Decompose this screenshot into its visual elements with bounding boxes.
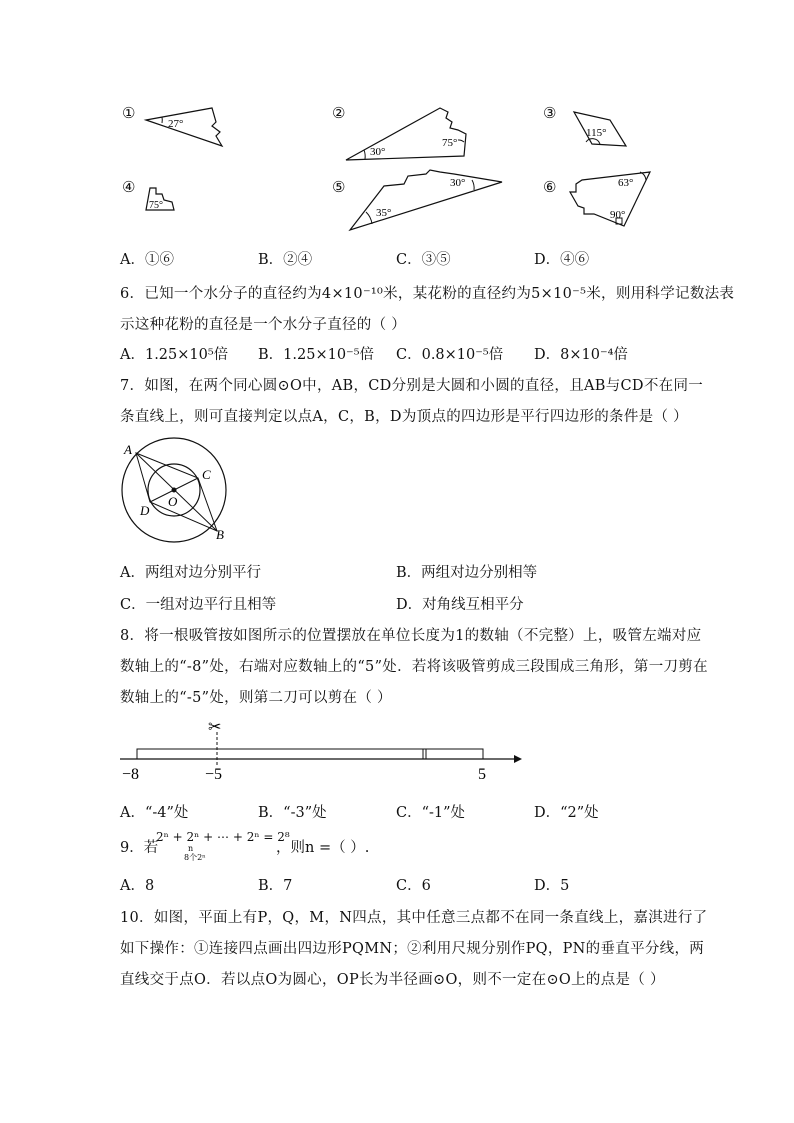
figure-2-angle-b: 75° [442,137,458,149]
figure-6-angle-a: 63° [618,177,634,189]
q5-option-d[interactable]: D．④⑥ [534,252,590,268]
q8-number-line-figure [116,716,526,782]
q9-option-b[interactable]: B．7 [258,878,293,894]
q8-option-c[interactable]: C．“-1”处 [396,805,466,821]
q7-option-a[interactable]: A．两组对边分别平行 [120,565,261,581]
q9-option-c[interactable]: C．6 [396,878,431,894]
q9-expression: 2ⁿ + 2ⁿ + ⋯ + 2ⁿ = 2⁸ [156,830,290,844]
q9-brace-top: n [188,844,194,853]
q7-point-a: A [124,442,132,457]
figure-4-shape [142,184,182,214]
q9-option-d[interactable]: D．5 [534,878,570,894]
figure-6-label: ⑥ [543,178,557,196]
q8-axis-label-5: 5 [478,766,486,782]
q7-stem-line1: 7．如图，在两个同心圆⊙O中，AB，CD分别是大圆和小圆的直径，且AB与CD不在同一 [120,378,704,394]
figure-2-shape [340,100,480,165]
q7-point-b: B [216,527,224,542]
figure-5-shape [342,164,508,234]
q7-option-d[interactable]: D．对角线互相平分 [396,597,524,613]
q7-point-d: D [140,503,150,518]
q7-point-o: O [168,494,178,509]
q8-axis-label-minus8: −8 [122,766,140,782]
q8-option-d[interactable]: D．“2”处 [534,805,599,821]
q6-stem-line2: 示这种花粉的直径是一个水分子直径的（ ） [120,317,407,333]
q8-stem-line3: 数轴上的“-5”处，则第二刀可以剪在（ ） [120,690,392,706]
q9-suffix: ，则n =（ ）. [276,840,370,856]
q10-stem-line1: 10．如图，平面上有P，Q，M，N四点，其中任意三点都不在同一条直线上，嘉淇进行了 [120,910,708,926]
q8-stem-line1: 8．将一根吸管按如图所示的位置摆放在单位长度为1的数轴（不完整）上，吸管左端对应 [120,628,702,644]
figure-5-angle-b: 35° [376,207,392,219]
q8-stem-line2: 数轴上的“-8”处，右端对应数轴上的“5”处．若将该吸管剪成三段围成三角形，第一刀剪在 [120,659,708,675]
figure-5-label: ⑤ [332,178,346,196]
q8-option-a[interactable]: A．“-4”处 [120,805,189,821]
q9-prefix: 9．若 [120,840,159,856]
q8-option-b[interactable]: B．“-3”处 [258,805,327,821]
figure-4-angle: 75° [149,200,163,211]
q7-option-c[interactable]: C．一组对边平行且相等 [120,597,277,613]
q6-option-d[interactable]: D．8×10⁻⁴倍 [534,347,628,363]
q5-option-a[interactable]: A．①⑥ [120,252,174,268]
q6-stem-line1: 6．已知一个水分子的直径约为4×10⁻¹⁰米，某花粉的直径约为5×10⁻⁵米，则用科学记数法表 [120,286,735,302]
figure-1-angle: 27° [168,118,184,130]
figure-6-angle-b: 90° [610,209,626,221]
figure-1-label: ① [122,104,136,122]
figure-5-angle-a: 30° [450,177,466,189]
q7-stem-line2: 条直线上，则可直接判定以点A，C，B，D为顶点的四边形是平行四边形的条件是（ ） [120,409,688,425]
q8-scissors-icon: ✂ [208,719,222,736]
q5-option-b[interactable]: B．②④ [258,252,313,268]
q5-option-c[interactable]: C．③⑤ [396,252,451,268]
q6-option-c[interactable]: C．0.8×10⁻⁵倍 [396,347,504,363]
q7-option-b[interactable]: B．两组对边分别相等 [396,565,538,581]
figure-3-angle: 115° [586,127,607,139]
q7-concentric-circles-figure [116,436,242,544]
figure-6-shape [562,162,662,234]
figure-3-shape [566,106,636,150]
q10-stem-line3: 直线交于点O．若以点O为圆心，OP长为半径画⊙O，则不一定在⊙O上的点是（ ） [120,972,665,988]
q9-brace-bottom: 8个2ⁿ [184,853,206,862]
q10-stem-line2: 如下操作：①连接四点画出四边形PQMN；②利用尺规分别作PQ，PN的垂直平分线，两 [120,941,705,957]
figure-2-label: ② [332,104,346,122]
figure-2-angle-a: 30° [370,146,386,158]
q6-option-b[interactable]: B．1.25×10⁻⁵倍 [258,347,375,363]
figure-3-label: ③ [543,104,557,122]
q6-option-a[interactable]: A．1.25×10⁵倍 [120,347,229,363]
figure-1-shape [140,100,230,150]
figure-4-label: ④ [122,178,136,196]
q9-option-a[interactable]: A．8 [120,878,155,894]
q8-axis-label-minus5: −5 [205,766,223,782]
q7-point-c: C [202,467,211,482]
